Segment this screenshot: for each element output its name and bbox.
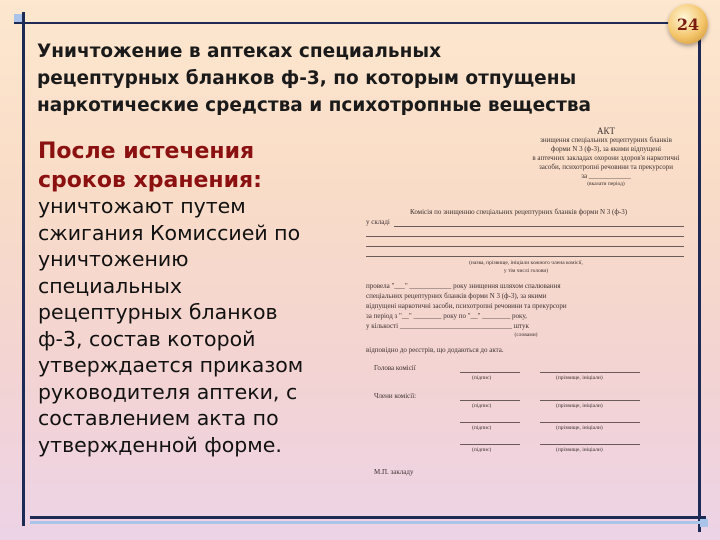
form-signature-line: [460, 422, 520, 423]
slide-number-badge: 24: [668, 4, 708, 44]
form-stamp-label: М.П. закладу: [374, 468, 414, 476]
section-heading: [38, 137, 358, 195]
body-line: составлением акта по: [38, 406, 279, 430]
body-line: сжигания Комиссией по: [38, 220, 301, 245]
heading-line: После истечения: [38, 139, 255, 164]
form-signature-line: [460, 444, 520, 445]
body-paragraph: [38, 193, 358, 458]
left-frame-accent: [14, 14, 22, 22]
body-line: утверждается приказом: [38, 353, 304, 377]
form-signature-line: [460, 372, 520, 373]
form-signature-note: (підпис): [472, 425, 492, 431]
form-commission-line: Комісія по знищенню спеціальних рецептурних бланків форми N 3 (ф-3): [410, 208, 628, 216]
title-line: наркотические средства и психотропные вещества: [37, 95, 592, 116]
form-signature-note: (підпис): [472, 403, 492, 409]
form-signature-line: [540, 372, 640, 373]
form-registry-line: відповідно до реєстрів, що додаються до акта.: [366, 346, 504, 354]
form-signature-note: (підпис): [472, 375, 492, 381]
form-name-note: (прізвище, ініціали): [556, 425, 603, 431]
body-line: руководителя аптеки, с: [38, 379, 298, 404]
form-signature-line: [460, 400, 520, 401]
form-name-note: (прізвище, ініціали): [556, 447, 603, 453]
form-title: АКТ: [597, 126, 615, 136]
form-signature-line: [540, 400, 640, 401]
form-blank-line: [366, 256, 684, 257]
top-frame-line: [14, 22, 688, 24]
form-signature-note: (підпис): [472, 447, 492, 453]
form-members-label: Члени комісії:: [374, 392, 417, 400]
body-line: ф-3, состав которой: [38, 326, 256, 351]
act-form-image: [360, 122, 692, 508]
body-line: утвержденной форме.: [38, 432, 282, 457]
form-note: (назва, прізвище, ініціали кожного члена комісії,: [469, 260, 583, 266]
form-paragraph-line: за період з "__" ________ року по "__" ________ року,: [366, 312, 527, 320]
form-chair-label: Голова комісії: [374, 364, 416, 372]
slide-title: [37, 38, 697, 119]
form-header-line: знищення спеціальних рецептурних бланків: [540, 136, 672, 144]
form-header-line: засоби, психотропні речовини та прекурсори: [538, 163, 674, 171]
form-paragraph-line: спеціальних рецептурних бланків форми N 3 (ф-3), за якими: [366, 292, 547, 300]
form-signature-line: [540, 422, 640, 423]
body-line: уничтожают путем: [38, 194, 246, 218]
form-header-line: форми N 3 (ф-3), за якими відпущені: [550, 145, 662, 153]
form-name-note: (прізвище, ініціали): [556, 375, 603, 381]
form-note: у тім числі голови): [503, 268, 549, 274]
form-paragraph-line: провела "___" ____________ року знищення шляхом спалювання: [366, 282, 561, 290]
form-header-line: в аптечних закладах охорони здоров'я наркотичні: [532, 154, 680, 162]
left-frame-line: [22, 12, 25, 526]
title-line: рецептурных бланков ф-3, по которым отпущены: [37, 68, 577, 89]
bottom-frame-accent: [30, 521, 706, 524]
body-line: специальных: [38, 273, 183, 298]
form-paragraph-line: у кількості ________________________________ штук: [366, 322, 529, 330]
form-blank-line: [366, 246, 684, 247]
form-blank-line: [366, 236, 684, 237]
form-name-note: (прізвище, ініціали): [556, 403, 603, 409]
title-line: Уничтожение в аптеках специальных: [37, 41, 442, 62]
bottom-frame-line: [30, 516, 706, 519]
form-signature-line: [540, 444, 640, 445]
right-frame-line: [698, 38, 701, 532]
corner-accent: [700, 519, 708, 527]
body-line: рецептурных бланков: [38, 300, 278, 324]
form-header-line: за ____________: [581, 172, 631, 180]
heading-line: сроков хранения:: [38, 168, 262, 193]
form-paragraph-line: відпущені наркотичні засоби, психотропні речовини та прекурсори: [366, 302, 567, 310]
form-in-line: у складі: [366, 218, 390, 226]
form-count-note: (словами): [514, 332, 538, 338]
form-blank-line: [394, 226, 684, 227]
body-line: уничтожению: [38, 247, 189, 271]
form-header-note: (вказати період): [587, 181, 625, 187]
